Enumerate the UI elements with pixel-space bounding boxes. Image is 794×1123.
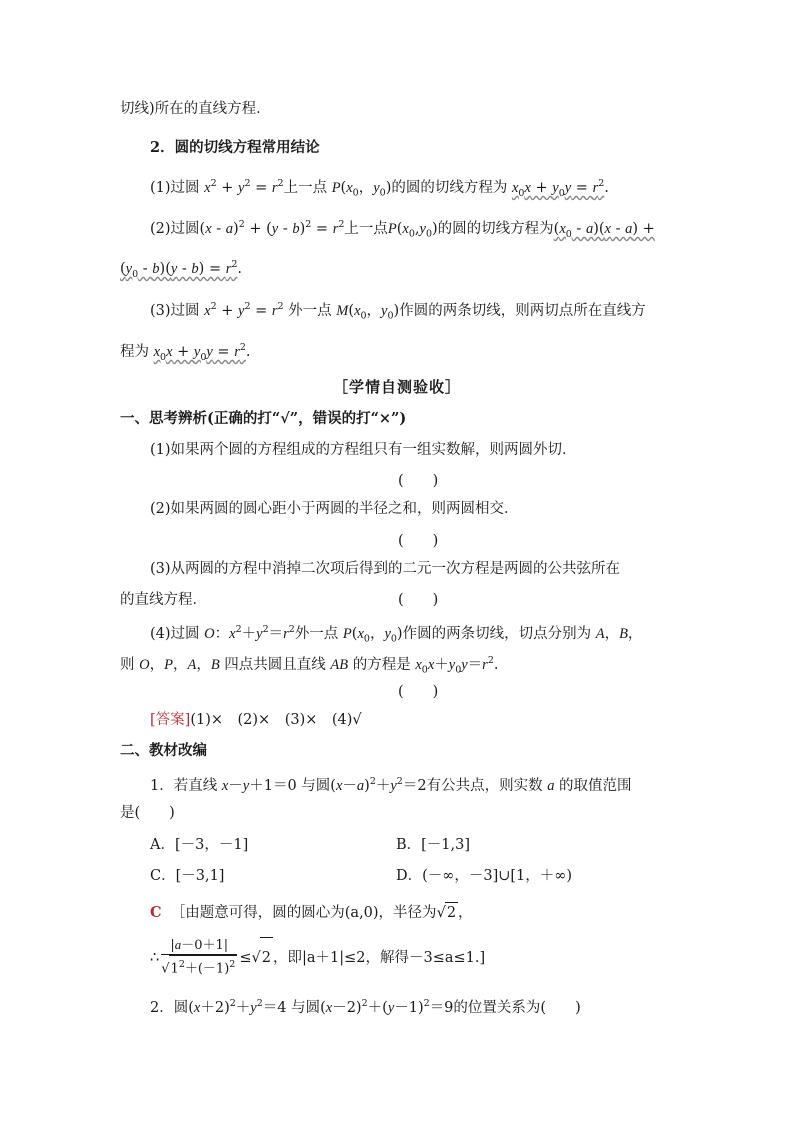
text-line: $(y_0 - b)(y - b) = r^2$. — [120, 259, 243, 280]
option-d: D．(－∞，－3]∪[1，＋∞) — [396, 868, 573, 884]
option-a: A．[－3，－1] — [150, 837, 249, 853]
solution-line-1: C ［由题意可得，圆的圆心为(a,0)，半径为√2 ， — [150, 904, 473, 921]
question-4: (4)过圆 O：$x^2+y^2=r^2$外一点 $P(x_0$，$y_0$)作圆的两条切线，切点分别为 A，B， — [150, 624, 643, 645]
question-2: (2)如果两圆的圆心距小于两圆的半径之和，则两圆相交． — [150, 501, 519, 517]
answer-label: [答案] — [150, 712, 191, 728]
text-line: (2)过圆$(x - a)^2 + (y - b)^2 = r^2$上一点$P(x_0,y_0)$的圆的切线方程为$(x_0 - a)(x - a)$ + — [150, 219, 655, 240]
question-3: (3)从两圆的方程中消掉二次项后得到的二元一次方程是两圆的公共弦所在 — [150, 561, 621, 577]
solution-line-2: ∴ $\frac{|a-0+1|}{√1^2+(-1)^2}$ ≤√2 ，即|a＋1|≤2，解得－3≤a≤1.] — [150, 937, 486, 977]
answer-line: [答案](1)× (2)× (3)× (4)√ — [150, 712, 362, 728]
option-c: C．[－3,1] — [150, 868, 225, 884]
text-line: 程为 $x_0x + y_0y = r^2$. — [120, 342, 251, 363]
text-line: (1)过圆 $x^2 + y^2 = r^2$上一点 $P(x_0$，$y_0$)的圆的切线方程为 $x_0x + y_0y = r^2$. — [150, 178, 609, 199]
question-4-cont: 则 O，P，A，B 四点共圆且直线 AB 的方程是 $x_0x+y_0y=r^2$. — [120, 655, 499, 676]
problem-1-cont: 是( ) — [120, 805, 175, 821]
answer-blank: ( ) — [398, 592, 439, 608]
answer-blank: ( ) — [398, 684, 439, 700]
section-heading: ［学情自测验收］ — [332, 378, 461, 396]
fraction: $\frac{|a-0+1|}{√1^2+(-1)^2}$ — [161, 937, 236, 977]
solution-letter: C — [150, 904, 162, 921]
text-line: (3)过圆 $x^2 + y^2 = r^2$ 外一点 $M(x_0$，$y_0$)作圆的两条切线，则两切点所在直线方 — [150, 301, 646, 322]
question-1: (1)如果两个圆的方程组成的方程组只有一组实数解，则两圆外切． — [150, 442, 577, 458]
part1-title: 一、思考辨析(正确的打“√”，错误的打“×”) — [120, 410, 407, 427]
problem-2: 2．圆$(x+2)^2+y^2=4$ 与圆$(x-2)^2+(y-1)^2=9$的位置关系为( ) — [150, 998, 581, 1016]
option-b: B．[－1,3] — [396, 837, 471, 853]
text-line: 切线)所在的直线方程． — [120, 101, 271, 117]
subheading: 2．圆的切线方程常用结论 — [150, 139, 320, 156]
answer-blank: ( ) — [398, 533, 439, 549]
question-3-cont: 的直线方程． — [120, 592, 207, 608]
part2-title: 二、教材改编 — [120, 742, 207, 759]
answer-blank: ( ) — [398, 473, 439, 489]
problem-1: 1．若直线 x－y＋1＝0 与圆$(x-a)^2+y^2=2$有公共点，则实数 a 的取值范围 — [150, 776, 632, 794]
